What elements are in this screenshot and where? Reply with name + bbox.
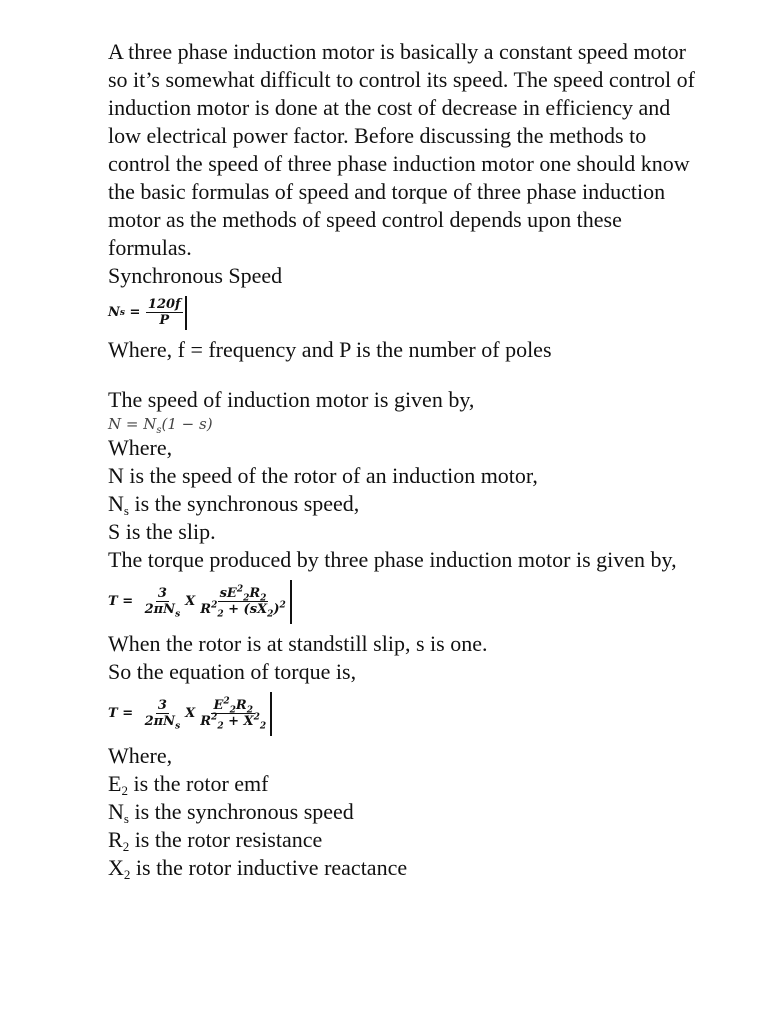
x2-definition <box>108 854 708 882</box>
eq-t2-x: X <box>185 706 196 721</box>
torque-intro-text: The torque produced by three phase induction motor is given by, <box>108 547 677 572</box>
def-text: is the rotor resistance <box>129 827 323 852</box>
cursor-bar <box>185 296 187 330</box>
n-definition: N is the speed of the rotor of an induction motor, <box>108 463 538 488</box>
blank-line <box>108 364 708 386</box>
sync-speed-heading: Synchronous Speed <box>108 263 283 288</box>
eq-t1-num1: 3 <box>157 585 167 601</box>
eq-n-rest: (1 − s) <box>161 415 213 433</box>
eq-t1-num2-rest: R <box>249 585 261 601</box>
r2-definition <box>108 826 708 854</box>
eq-ns-lhs: N <box>108 305 120 320</box>
def-symbol: R <box>108 827 123 852</box>
def-text: is the synchronous speed <box>128 799 354 824</box>
def-symbol-sub: 2 <box>122 839 130 854</box>
def-symbol: N <box>108 799 124 824</box>
eq-t2-den2-rest: + X <box>223 713 254 729</box>
eq-n-sub: s <box>156 425 162 436</box>
e2-definition <box>108 770 708 798</box>
def-symbol-sub: 2 <box>123 867 131 882</box>
eq-t1-den2-sup: 2 <box>211 600 218 611</box>
where-label-1: Where, <box>108 435 173 460</box>
eq-t2-den2-rest-sup: 2 <box>253 712 260 723</box>
eq-t2-num2-text: E <box>213 697 224 713</box>
document-page <box>108 38 708 882</box>
eq-t2-num2-rest-sub: 2 <box>246 705 253 716</box>
eq-t1-den1-sub: s <box>175 609 181 620</box>
eq-t2-num2-sup: 2 <box>223 696 230 707</box>
eq-t2-num2-rest: R <box>235 697 247 713</box>
eq-t1-num2-text: sE <box>219 585 237 601</box>
slip-definition: S is the slip. <box>108 519 216 544</box>
intro-paragraph: A three phase induction motor is basically a constant speed motor so it’s somewhat difficult to control its speed. The speed control of induction motor is done at the cost of decrease in efficiency and low electrical power factor. Before discussing the methods to control the speed of three phase induction motor one should know the basic formulas of speed and torque of three phase induction motor as the methods of speed control depends upon these formulas. <box>108 39 695 260</box>
def-symbol-sub: s <box>123 811 129 826</box>
eq-t2-den1-sub: s <box>175 721 181 732</box>
eq-t1-lhs: T = <box>108 594 138 609</box>
eq-t2-fraction-2 <box>198 696 268 732</box>
eq-t1-den2-text: R <box>200 601 212 617</box>
eq-t2-den2 <box>198 714 268 730</box>
eq-t2-num1: 3 <box>157 697 167 713</box>
speed-equation <box>108 414 708 434</box>
eq-t1-x: X <box>185 594 196 609</box>
eq-t1-den1-text: 2πN <box>144 601 176 617</box>
eq-t2-num2-sub: 2 <box>229 705 236 716</box>
ns-symbol: N <box>108 491 124 516</box>
ns-definition <box>108 490 708 518</box>
def-text: is the rotor inductive reactance <box>130 855 408 880</box>
torque-equation-standstill <box>108 686 708 742</box>
cursor-bar <box>290 580 292 624</box>
eq-ns-denominator: P <box>159 312 170 328</box>
eq-ns-equals: = <box>124 305 145 320</box>
eq-t1-den1 <box>143 602 183 618</box>
ns-definition-text: is the synchronous speed, <box>128 491 360 516</box>
eq-t1-fraction-1 <box>143 587 183 618</box>
where-label-2: Where, <box>108 743 173 768</box>
cursor-bar <box>270 692 272 736</box>
eq-t2-fraction-1 <box>143 699 183 730</box>
sync-speed-equation: N s = $\frac{120f}{P}$ <box>108 290 708 336</box>
eq-t2-lhs: T = <box>108 706 138 721</box>
eq-t2-den2-sup: 2 <box>211 712 218 723</box>
eq-t1-den2 <box>198 602 288 618</box>
eq-t2-den1-text: 2πN <box>144 713 176 729</box>
def-symbol: X <box>108 855 124 880</box>
ns-symbol-sub: s <box>123 503 129 518</box>
torque-equation-general <box>108 574 708 630</box>
def-symbol: E <box>108 771 122 796</box>
def-symbol-sub: 2 <box>121 783 128 798</box>
eq-n-text: N = N <box>108 415 157 433</box>
eq-t2-den2-sub: 2 <box>217 721 224 732</box>
eq-t1-num2-sub: 2 <box>243 593 250 604</box>
eq-t1-num2-sup: 2 <box>236 584 244 595</box>
standstill-text: When the rotor is at standstill slip, s is one. <box>108 631 488 656</box>
def-text: is the rotor emf <box>127 771 269 796</box>
eq-t2-num2 <box>211 696 255 716</box>
eq-t1-den2-end: ) <box>273 601 280 617</box>
eq-t1-den2-rest: + (sX <box>223 601 268 617</box>
speed-intro-text: The speed of induction motor is given by, <box>108 387 475 412</box>
eq-t1-num2-rest-sub: 2 <box>260 593 267 604</box>
eq-t1-den2-sub: 2 <box>217 609 224 620</box>
sync-where-text: Where, f = frequency and P is the number of poles <box>108 337 552 362</box>
so-equation-text: So the equation of torque is, <box>108 659 357 684</box>
eq-t2-den1 <box>143 714 183 730</box>
eq-t1-den2-end-sup: 2 <box>279 600 286 611</box>
eq-t1-fraction-2 <box>198 584 288 620</box>
eq-t2-den2-text: R <box>200 713 212 729</box>
ns-definition-2 <box>108 798 708 826</box>
eq-t1-num2 <box>218 584 269 604</box>
eq-ns-numerator: 120f <box>147 296 181 312</box>
eq-t2-den2-rest-sub: 2 <box>259 721 267 732</box>
eq-t1-den2-rest-sub: 2 <box>267 609 274 620</box>
eq-ns-fraction <box>146 298 183 329</box>
